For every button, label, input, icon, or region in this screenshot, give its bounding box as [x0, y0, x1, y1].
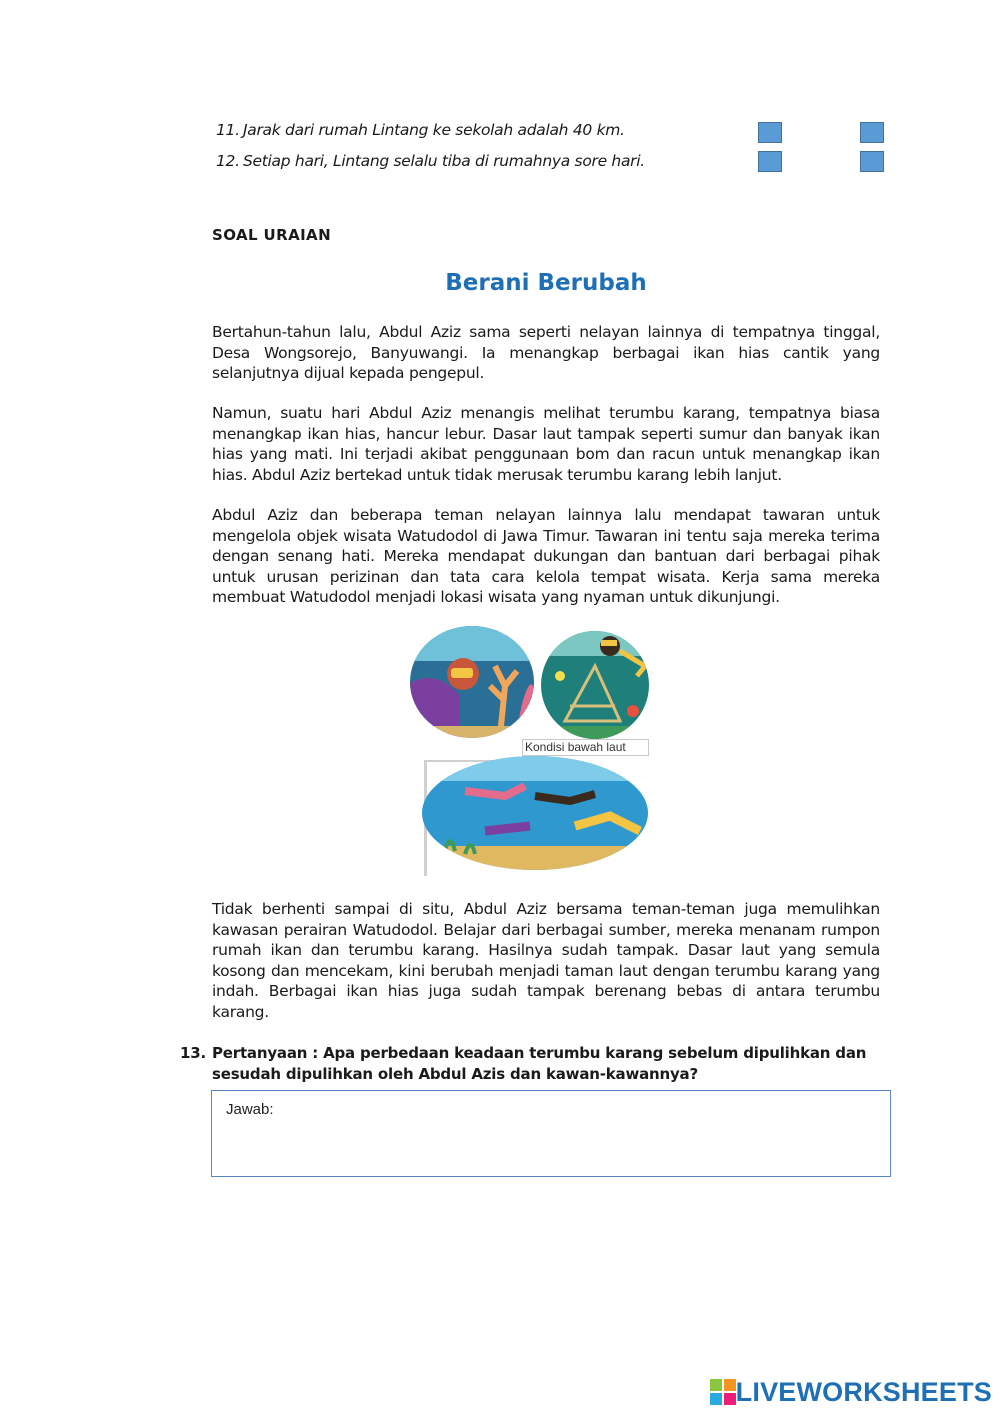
statement-text: Setiap hari, Lintang selalu tiba di rumahnya sore hari.	[243, 152, 645, 170]
story-paragraph-3: Abdul Aziz dan beberapa teman nelayan lainnya lalu mendapat tawaran untuk mengelola objek wisata Watudodol di Jawa Timur. Tawaran ini tentu saja mereka terima dengan senang hati. Mereka mendapat dukungan dan bantuan dari berbagai pihak untuk urusan perizinan dan tata cara kelola tempat wisata. Kerja sama mereka membuat Watudodol menjadi lokasi wisata yang nyaman untuk dikunjungi.	[212, 506, 880, 606]
checkbox-11-true[interactable]	[758, 122, 782, 143]
statement-number: 11.	[216, 121, 240, 139]
statement-text: Jarak dari rumah Lintang ke sekolah adalah 40 km.	[243, 121, 625, 139]
checkbox-12-false[interactable]	[860, 151, 884, 172]
story-paragraph-2: Namun, suatu hari Abdul Aziz menangis melihat terumbu karang, tempatnya biasa menangkap ikan hias, hancur lebur. Dasar laut tampak seperti sumur dan banyak ikan hias yang mati. Ini terjadi akibat penggunaan bom dan racun untuk menangkap ikan hias. Abdul Aziz bertekad untuk tidak merusak terumbu karang lebih lanjut.	[212, 404, 880, 484]
answer-box[interactable]	[211, 1090, 891, 1177]
liveworksheets-logo	[710, 1377, 992, 1407]
statement-12	[216, 152, 645, 170]
answer-label: Jawab:	[226, 1101, 274, 1118]
story-title: Berani Berubah	[445, 270, 647, 296]
question-text: Pertanyaan : Apa perbedaan keadaan terumbu karang sebelum dipulihkan dan sesudah dipulihkan oleh Abdul Azis dan kawan-kawannya?	[212, 1044, 867, 1083]
liveworksheets-logo-icon	[710, 1379, 736, 1405]
story-paragraph-4: Tidak berhenti sampai di situ, Abdul Aziz bersama teman-teman juga memulihkan kawasan perairan Watudodol. Belajar dari berbagai sumber, mereka menanam rumpon rumah ikan dan terumbu karang. Hasilnya sudah tampak. Dasar laut yang semula kosong dan mencekam, kini berubah menjadi taman laut dengan terumbu karang yang indah. Berbagai ikan hias juga sudah tampak berenang bebas di antara terumbu karang.	[212, 900, 880, 1021]
checkbox-11-false[interactable]	[860, 122, 884, 143]
story-paragraph-1: Bertahun-tahun lalu, Abdul Aziz sama seperti nelayan lainnya di tempatnya tinggal, Desa Wongsorejo, Banyuwangi. Ia menangkap berbagai ikan hias cantik yang selanjutnya dijual kepada pengepul.	[212, 323, 880, 382]
answer-input[interactable]	[220, 1123, 882, 1170]
liveworksheets-brand: LIVEWORKSHEETS	[735, 1376, 992, 1407]
section-title: SOAL URAIAN	[212, 226, 332, 244]
statement-11	[216, 121, 625, 139]
statement-number: 12.	[216, 152, 240, 170]
question-number: 13.	[180, 1044, 206, 1062]
question-13	[180, 1043, 882, 1085]
checkbox-12-true[interactable]	[758, 151, 782, 172]
image-caption: Kondisi bawah laut	[522, 739, 649, 756]
